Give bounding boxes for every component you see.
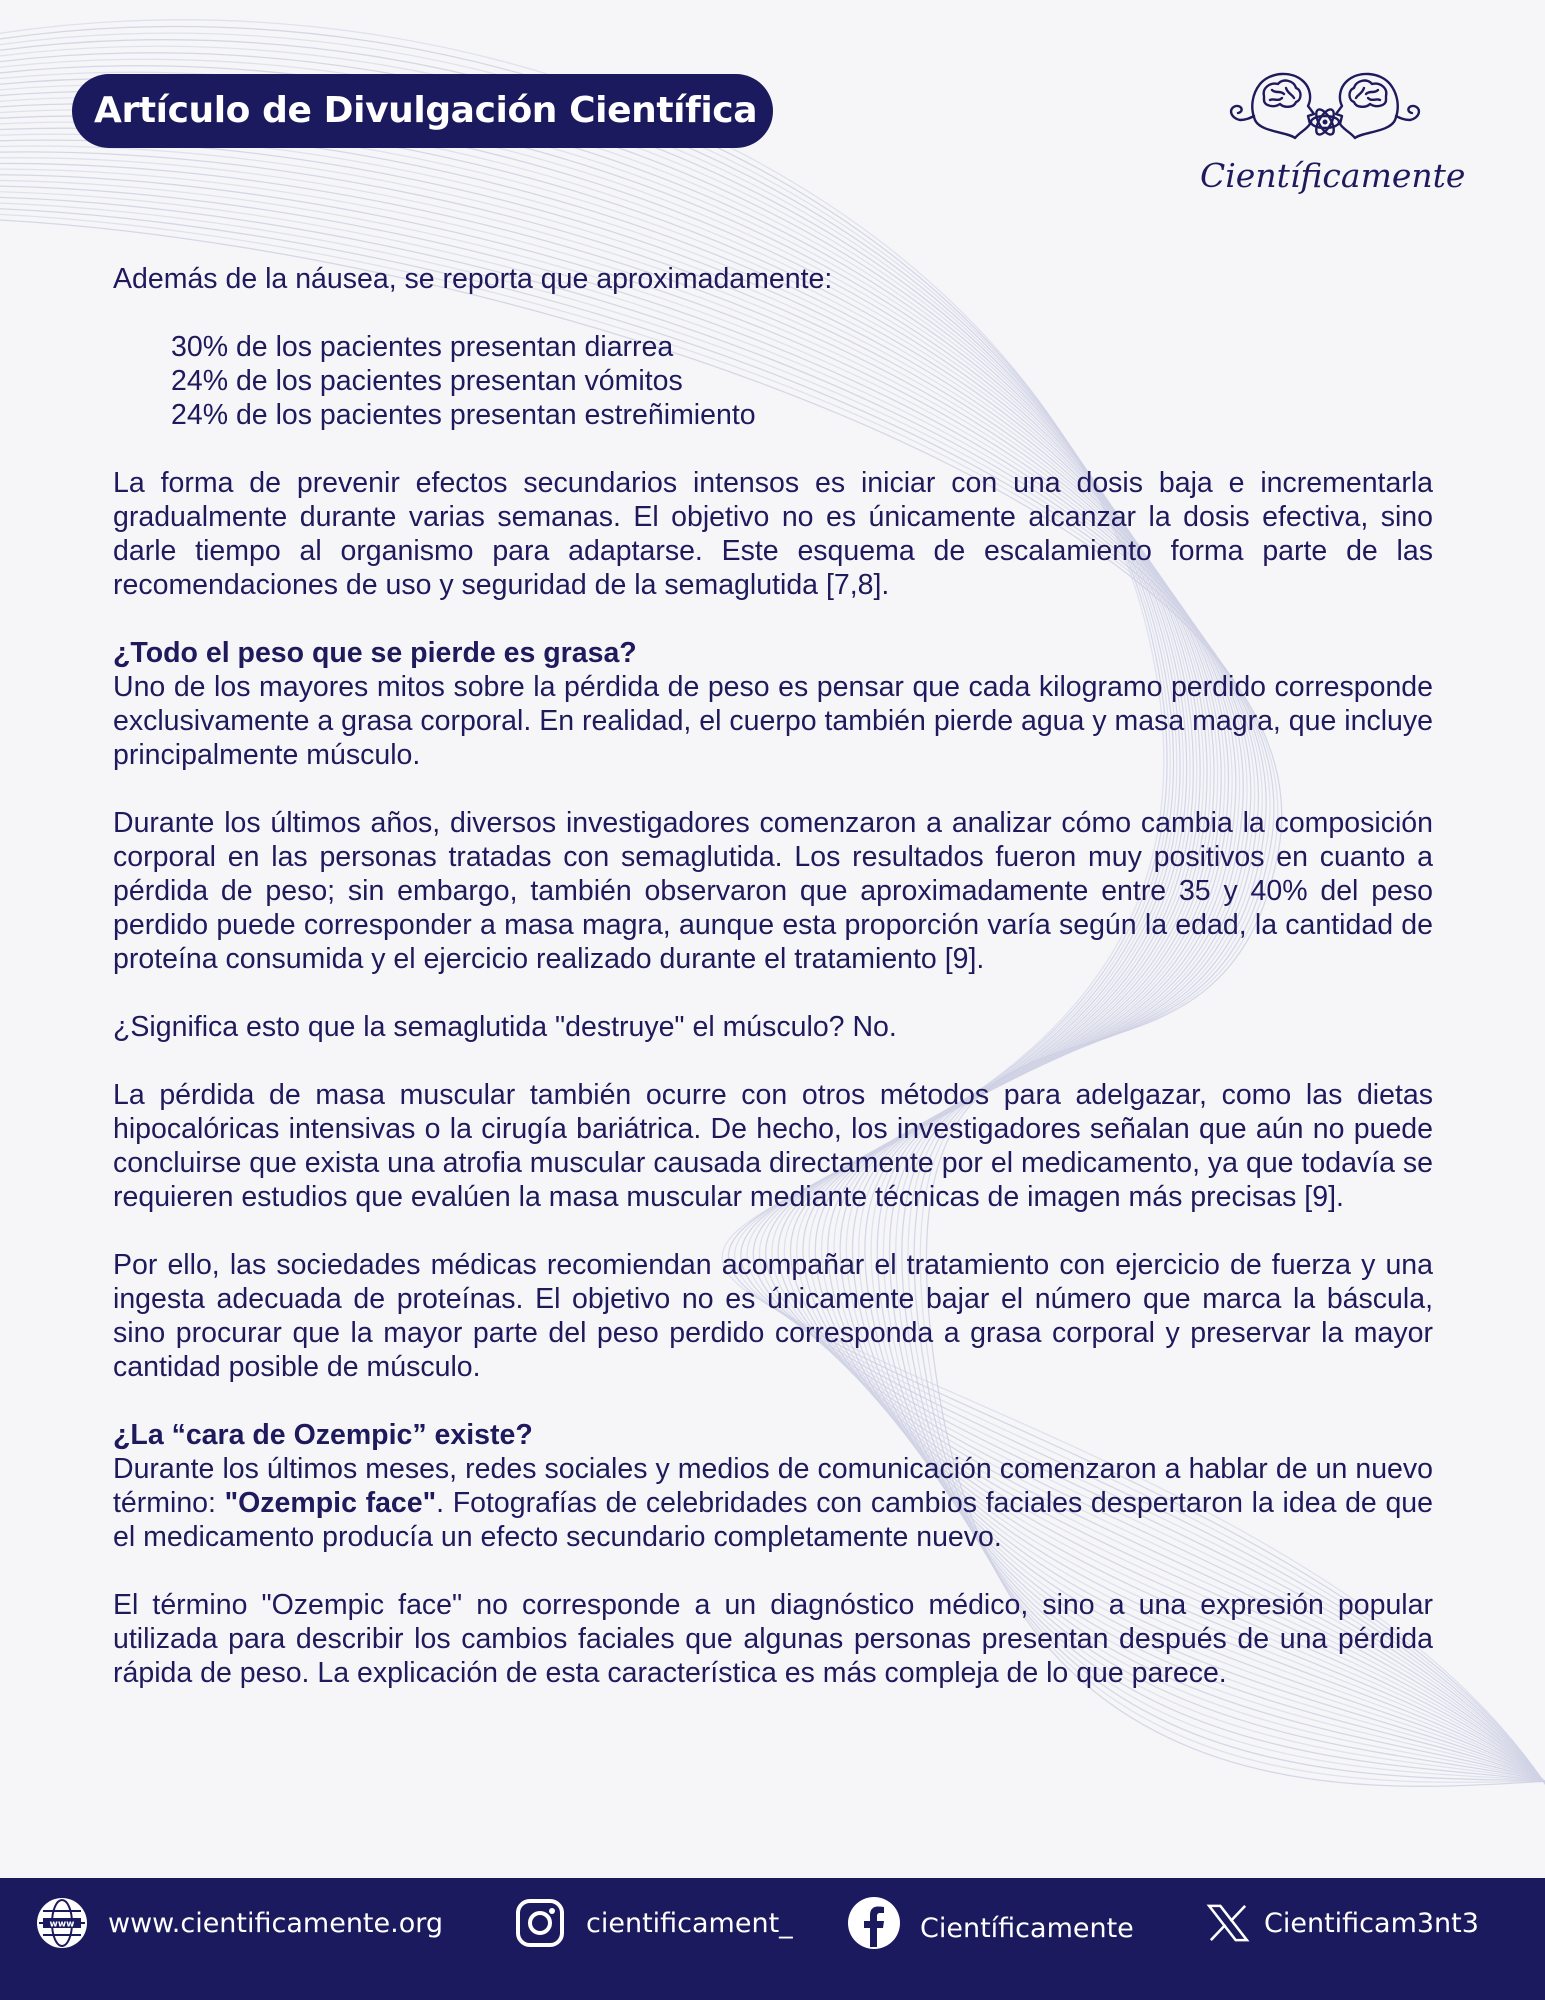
instagram-link[interactable] bbox=[512, 1878, 793, 1968]
globe-icon bbox=[34, 1895, 90, 1951]
article-body bbox=[113, 262, 1433, 1724]
x-label: Cientificam3nt3 bbox=[1264, 1907, 1479, 1939]
section-heading-fat: ¿Todo el peso que se pierde es grasa? bbox=[113, 637, 637, 669]
facebook-link[interactable] bbox=[846, 1878, 1134, 1968]
section-ozempic-face bbox=[113, 1418, 1433, 1554]
muscle-loss-paragraph: La pérdida de masa muscular también ocurre con otros métodos para adelgazar, como las dietas hipocalóricas intensivas o la cirugía bariátrica. De hecho, los investigadores señalan que aún no puede concluirse que exista una atrofia muscular causada directamente por el medicamento, ya que todavía se requieren estudios que evalúen la masa muscular mediante técnicas de imagen más precisas [9]. bbox=[113, 1079, 1433, 1213]
side-effects-list bbox=[113, 330, 1433, 432]
societies-paragraph: Por ello, las sociedades médicas recomiendan acompañar el tratamiento con ejercicio de fuerza y una ingesta adecuada de proteínas. El objetivo no es únicamente bajar el número que marca la báscula, sino procurar que la mayor parte del peso perdido corresponda a grasa corporal y preservar la mayor cantidad posible de músculo. bbox=[113, 1249, 1433, 1383]
svg-text:www: www bbox=[49, 1919, 75, 1930]
list-item: 24% de los pacientes presentan estreñimiento bbox=[171, 399, 756, 431]
recent-months-paragraph bbox=[113, 1452, 1433, 1554]
section-heading-ozempic: ¿La “cara de Ozempic” existe? bbox=[113, 1419, 533, 1451]
list-item: 30% de los pacientes presentan diarrea bbox=[171, 331, 674, 363]
brain-heads-icon bbox=[1200, 60, 1450, 160]
cientificamente-logo bbox=[1200, 60, 1466, 210]
instagram-label: cientificament_ bbox=[586, 1907, 793, 1939]
website-link[interactable] bbox=[34, 1878, 443, 1968]
myths-paragraph: Uno de los mayores mitos sobre la pérdida de peso es pensar que cada kilogramo perdido corresponde exclusivamente a grasa corporal. En realidad, el cuerpo también pierde agua y masa magra, que incluye principalmente músculo. bbox=[113, 671, 1433, 771]
footer-bar bbox=[0, 1878, 1545, 2000]
list-item: 24% de los pacientes presentan vómitos bbox=[171, 365, 683, 397]
researchers-paragraph: Durante los últimos años, diversos investigadores comenzaron a analizar cómo cambia la composición corporal en las personas tratadas con semaglutida. Los resultados fueron muy positivos en cuanto a pérdida de peso; sin embargo, también observaron que aproximadamente entre 35 y 40% del peso perdido puede corresponder a masa magra, aunque esta proporción varía según la edad, la cantidad de proteína consumida y el ejercicio realizado durante el tratamiento [9]. bbox=[113, 807, 1433, 975]
x-link[interactable] bbox=[1204, 1878, 1479, 1968]
website-label: www.cientificamente.org bbox=[108, 1907, 443, 1939]
term-paragraph: El término "Ozempic face" no corresponde a un diagnóstico médico, sino a una expresión popular utilizada para describir los cambios faciales que algunas personas presentan después de una pérdida rápida de peso. La explicación de esta característica es más compleja de lo que parece. bbox=[113, 1589, 1433, 1689]
facebook-label: Científicamente bbox=[920, 1912, 1134, 1944]
instagram-icon bbox=[512, 1895, 568, 1951]
logo-wordmark: Científicamente bbox=[1200, 156, 1466, 195]
prevention-paragraph: La forma de prevenir efectos secundarios intensos es iniciar con una dosis baja e incrementarla gradualmente durante varias semanas. El objetivo no es únicamente alcanzar la dosis efectiva, sino darle tiempo al organismo para adaptarse. Este esquema de escalamiento forma parte de las recomendaciones de uso y seguridad de la semaglutida [7,8]. bbox=[113, 467, 1433, 601]
recent-months-text: Durante los últimos meses, redes sociales y medios de comunicación comenzaron a hablar de un nuevo término: bbox=[113, 1453, 1433, 1519]
facebook-icon bbox=[846, 1895, 902, 1951]
intro-paragraph: Además de la náusea, se reporta que aproximadamente: bbox=[113, 263, 833, 295]
question-paragraph: ¿Significa esto que la semaglutida "destruye" el músculo? No. bbox=[113, 1011, 897, 1043]
section-fat-loss bbox=[113, 636, 1433, 772]
ozempic-face-term: "Ozempic face" bbox=[224, 1487, 437, 1519]
recent-months-text-end: . Fotografías de celebridades con cambios faciales despertaron la idea de que el medicamento producía un efecto secundario completamente nuevo. bbox=[113, 1487, 1434, 1553]
article-type-badge: Artículo de Divulgación Científica bbox=[72, 74, 773, 148]
x-icon bbox=[1204, 1895, 1252, 1951]
